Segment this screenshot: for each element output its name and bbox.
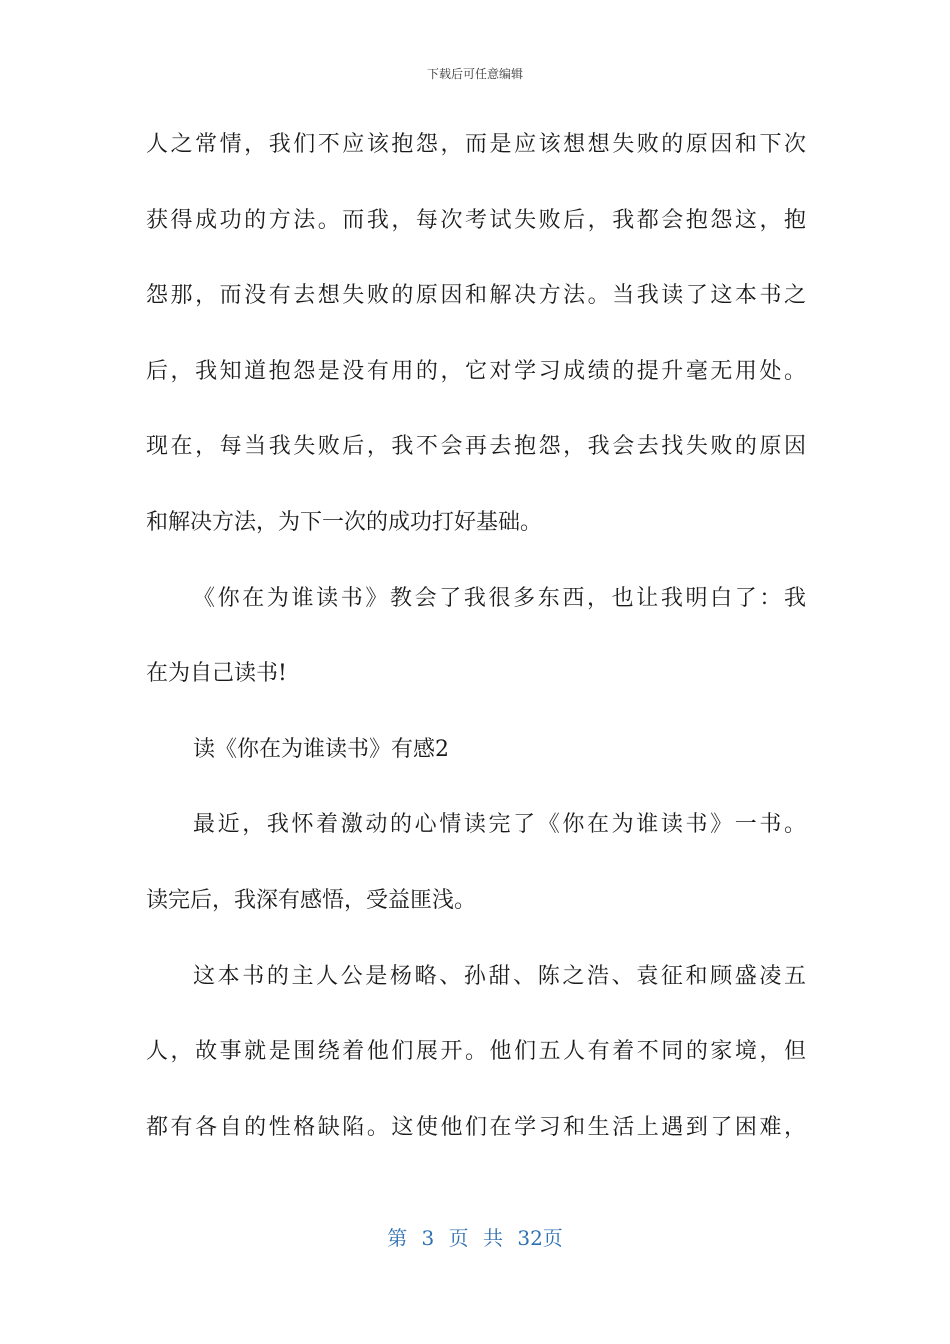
document-body <box>146 120 806 1178</box>
footer-total-pages: 32页 <box>517 1226 563 1250</box>
body-line-1: 人之常情，我们不应该抱怨，而是应该想想失败的原因和下次 <box>146 132 806 157</box>
page-header: 下载后可任意编辑 <box>426 67 523 81</box>
body-line-6: 和解决方法，为下一次的成功打好基础。 <box>146 509 543 535</box>
body-line-10: 最近，我怀着激动的心情读完了《你在为谁读书》一书。 <box>193 812 806 838</box>
body-line-7: 《你在为谁读书》教会了我很多东西，也让我明白了：我 <box>193 585 806 611</box>
body-line-4: 后，我知道抱怨是没有用的，它对学习成绩的提升毫无用处。 <box>146 358 806 384</box>
footer-label-total: 共 <box>483 1226 503 1250</box>
footer-current-page: 3 <box>421 1226 435 1250</box>
body-line-13: 人，故事就是围绕着他们展开。他们五人有着不同的家境，但 <box>146 1039 806 1065</box>
page-footer <box>0 1224 950 1252</box>
footer-label-page: 第 <box>387 1226 408 1250</box>
body-line-2: 获得成功的方法。而我，每次考试失败后，我都会抱怨这，抱 <box>146 207 806 233</box>
body-line-5: 现在，每当我失败后，我不会再去抱怨，我会去找失败的原因 <box>146 434 806 460</box>
body-line-3: 怨那，而没有去想失败的原因和解决方法。当我读了这本书之 <box>146 283 806 309</box>
section-heading: 读《你在为谁读书》有感2 <box>193 736 449 762</box>
body-line-14: 都有各自的性格缺陷。这使他们在学习和生活上遇到了困难， <box>146 1114 806 1140</box>
body-line-11: 读完后，我深有感悟，受益匪浅。 <box>146 887 477 913</box>
body-line-8: 在为自己读书! <box>146 661 287 687</box>
body-line-12: 这本书的主人公是杨略、孙甜、陈之浩、袁征和顾盛凌五 <box>193 963 806 989</box>
footer-label-page-unit: 页 <box>448 1226 469 1250</box>
